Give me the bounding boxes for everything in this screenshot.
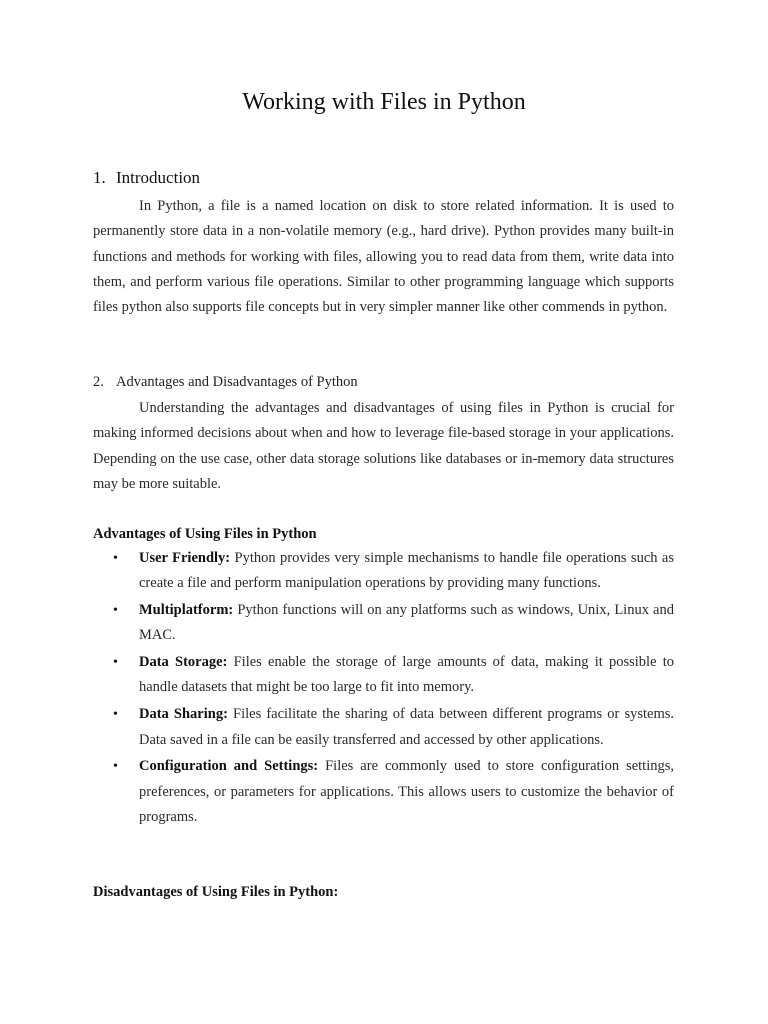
advantages-list xyxy=(93,546,674,832)
list-item-term: User Friendly: xyxy=(139,550,231,566)
list-item-term: Multiplatform: xyxy=(139,602,234,619)
section-number: 1. xyxy=(93,168,106,187)
bullet-icon: • xyxy=(113,759,118,775)
section-heading-advantages-disadvantages xyxy=(93,372,358,392)
list-item-text: Python functions will on any platforms such as windows, Unix, Linux and MAC. xyxy=(139,602,674,644)
advantages-disadvantages-paragraph: Understanding the advantages and disadvantages of using files in Python is crucial for making informed decisions about when and how to leverage file-based storage in your applications. Depending on the use case, other data storage solutions like databases or in-memory data structures may be more suitable. xyxy=(93,400,674,492)
list-item-text: Files are commonly used to store configuration settings, preferences, or parameters for applications. This allows users to customize the behavior of programs. xyxy=(139,758,675,825)
list-item-term: Data Sharing: xyxy=(139,706,228,723)
list-item xyxy=(93,702,674,753)
list-item xyxy=(93,650,674,701)
list-item-text: Files enable the storage of large amounts of data, making it possible to handle datasets that might be too large to fit into memory. xyxy=(139,654,674,696)
disadvantages-heading: Disadvantages of Using Files in Python: xyxy=(93,884,339,900)
advantages-heading: Advantages of Using Files in Python xyxy=(93,526,317,542)
bullet-icon: • xyxy=(113,603,118,619)
bullet-icon: • xyxy=(113,551,118,566)
list-item-text: Files facilitate the sharing of data between different programs or systems. Data saved in a file can be easily transferred and accessed by other applications. xyxy=(139,706,674,748)
list-item-term: Configuration and Settings: xyxy=(139,758,319,775)
section-heading-introduction xyxy=(93,166,200,190)
list-item-term: Data Storage: xyxy=(139,654,228,671)
section-heading-text: Advantages and Disadvantages of Python xyxy=(116,374,358,390)
section-number: 2. xyxy=(93,374,104,390)
list-item xyxy=(93,546,674,597)
list-item-text: Python provides very simple mechanisms to handle file operations such as create a file and perform manipulation operations by providing many functions. xyxy=(139,550,674,592)
bullet-icon: • xyxy=(113,655,118,671)
section-heading-text: Introduction xyxy=(116,168,201,187)
introduction-paragraph: In Python, a file is a named location on disk to store related information. It is used to permanently store data in a non-volatile memory (e.g., hard drive). Python provides many built-in functions and methods for working with files, allowing you to read data from them, write data into them, and perform various file operations. Similar to other programming language which supports files python also supports file concepts but in very simpler manner like other commends in python. xyxy=(93,198,674,316)
list-item xyxy=(93,754,674,830)
list-item xyxy=(93,598,674,649)
document-title: Working with Files in Python xyxy=(242,89,526,115)
bullet-icon: • xyxy=(113,707,118,723)
